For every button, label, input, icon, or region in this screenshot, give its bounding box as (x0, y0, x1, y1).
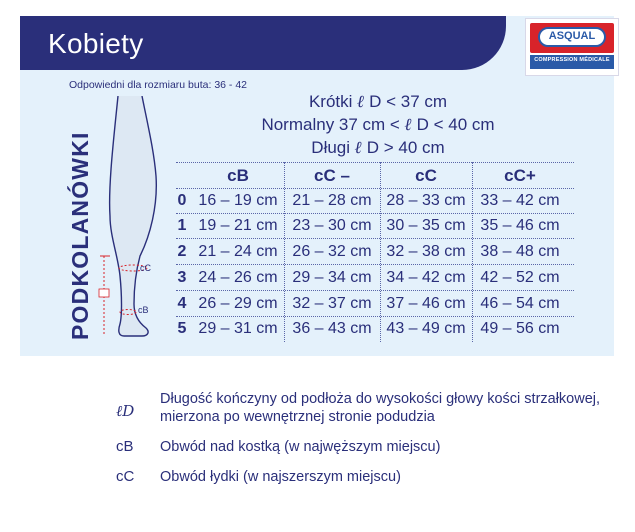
length-long: Długi ℓ D > 40 cm (311, 138, 445, 158)
table-row-rule (176, 316, 574, 317)
table-rule-header (176, 188, 574, 189)
size-index: 0 (177, 192, 187, 209)
table-cell: 19 – 21 cm (198, 217, 278, 234)
col-header-cc-plus: cC+ (504, 166, 536, 185)
size-index: 3 (177, 269, 187, 286)
legend-symbol-cb: cB (116, 438, 134, 455)
table-row-rule (176, 213, 574, 214)
table-cell: 33 – 42 cm (480, 192, 560, 209)
table-cell: 32 – 37 cm (292, 295, 372, 312)
size-index: 1 (177, 217, 187, 234)
table-cell: 30 – 35 cm (386, 217, 466, 234)
table-col-divider (472, 162, 473, 342)
legend-text-ld: Długość kończyny od podłoża do wysokości głowy kości strzałkowej, mierzona po wewnętrznej stronie podudzia (160, 391, 601, 425)
table-cell: 37 – 46 cm (386, 295, 466, 312)
legend-symbol-cc: cC (116, 468, 135, 485)
size-index: 4 (177, 295, 187, 312)
table-row-rule (176, 238, 574, 239)
size-index: 5 (177, 320, 187, 337)
table-cell: 29 – 34 cm (292, 269, 372, 286)
leg-diagram (96, 96, 174, 346)
size-index: 2 (177, 243, 187, 260)
leg-label-cb: cB (138, 305, 149, 315)
table-rule-top (176, 162, 574, 163)
table-cell: 21 – 28 cm (292, 192, 372, 209)
table-col-divider (284, 162, 285, 342)
leg-label-cc: cC (140, 263, 151, 273)
table-row-rule (176, 264, 574, 265)
legend-text-cb: Obwód nad kostką (w najwęższym miejscu) (160, 439, 441, 455)
table-cell: 42 – 52 cm (480, 269, 560, 286)
table-cell: 29 – 31 cm (198, 320, 278, 337)
table-row-rule (176, 290, 574, 291)
legend-symbol-ld: ℓD (116, 402, 135, 420)
length-normal: Normalny 37 cm < ℓ D < 40 cm (261, 115, 495, 135)
table-cell: 28 – 33 cm (386, 192, 466, 209)
col-header-cc: cC (415, 166, 437, 185)
length-short: Krótki ℓ D < 37 cm (308, 92, 448, 112)
product-type-label: PODKOLANÓWKI (67, 131, 93, 340)
table-cell: 16 – 19 cm (198, 192, 278, 209)
table-cell: 26 – 29 cm (198, 295, 278, 312)
table-cell: 46 – 54 cm (480, 295, 560, 312)
table-cell: 24 – 26 cm (198, 269, 278, 286)
table-cell: 49 – 56 cm (480, 320, 560, 337)
table-cell: 38 – 48 cm (480, 243, 560, 260)
table-cell: 21 – 24 cm (198, 243, 278, 260)
table-cell: 34 – 42 cm (386, 269, 466, 286)
table-cell: 35 – 46 cm (480, 217, 560, 234)
col-header-cb: cB (227, 166, 249, 185)
asqual-logo: ASQUAL COMPRESSION MÉDICALE (525, 18, 619, 76)
table-cell: 43 – 49 cm (386, 320, 466, 337)
table-cell: 26 – 32 cm (292, 243, 372, 260)
legend-text-cc: Obwód łydki (w najszerszym miejscu) (160, 469, 401, 485)
table-cell: 36 – 43 cm (292, 320, 372, 337)
table-cell: 32 – 38 cm (386, 243, 466, 260)
table-cell: 23 – 30 cm (292, 217, 372, 234)
page-title: Kobiety (48, 28, 144, 59)
col-header-cc-minus: cC – (314, 166, 350, 185)
shoe-size-note: Odpowiedni dla rozmiaru buta: 36 - 42 (69, 79, 248, 91)
